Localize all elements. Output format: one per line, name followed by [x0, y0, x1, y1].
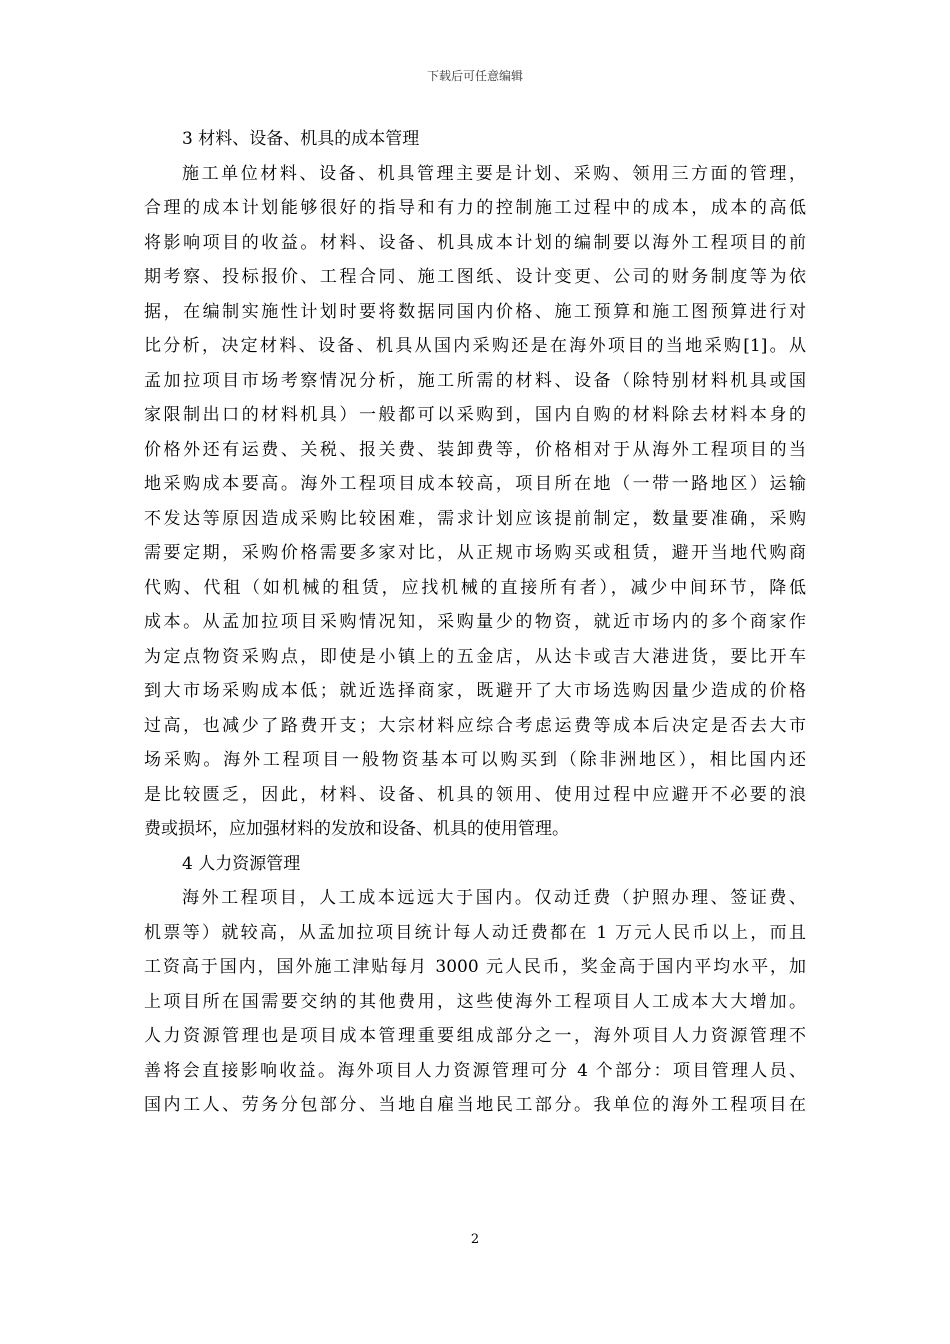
text-line: 场采购。海外工程项目一般物资基本可以购买到（除非洲地区），相比国内还: [144, 750, 806, 770]
text-line: 成本。从孟加拉项目采购情况知，采购量少的物资，就近市场内的多个商家作: [144, 612, 806, 632]
section-heading-human-resources: 4 人力资源管理: [182, 853, 301, 874]
text-line: 期考察、投标报价、工程合同、施工图纸、设计变更、公司的财务制度等为依: [144, 267, 806, 287]
paragraph-materials: [144, 157, 806, 847]
page-number: 2: [470, 1232, 480, 1247]
text-line: 是比较匮乏，因此，材料、设备、机具的领用、使用过程中应避开不必要的浪: [144, 784, 806, 805]
text-line: 家限制出口的材料机具）一般都可以采购到，国内自购的材料除去材料本身的: [144, 405, 806, 425]
running-header: 下载后可任意编辑: [426, 69, 523, 83]
text-line: 善将会直接影响收益。海外项目人力资源管理可分 4 个部分：项目管理人员、: [144, 1060, 806, 1081]
text-line: 人力资源管理也是项目成本管理重要组成部分之一，海外项目人力资源管理不: [144, 1026, 806, 1046]
text-line: 合理的成本计划能够很好的指导和有力的控制施工过程中的成本，成本的高低: [144, 198, 806, 218]
text-line: 上项目所在国需要交纳的其他费用，这些使海外工程项目人工成本大大增加。: [144, 991, 806, 1012]
text-line: 不发达等原因造成采购比较困难，需求计划应该提前制定，数量要准确，采购: [144, 508, 806, 529]
text-line: 代购、代租（如机械的租赁，应找机械的直接所有者），减少中间环节，降低: [144, 577, 806, 598]
section-heading-materials: 3 材料、设备、机具的成本管理: [182, 129, 420, 149]
text-line: 过高，也减少了路费开支；大宗材料应综合考虑运费等成本后决定是否去大市: [144, 715, 806, 736]
text-line: 费或损坏，应加强材料的发放和设备、机具的使用管理。: [144, 819, 569, 839]
text-line: 将影响项目的收益。材料、设备、机具成本计划的编制要以海外工程项目的前: [144, 232, 806, 253]
text-line: 据，在编制实施性计划时要将数据同国内价格、施工预算和施工图预算进行对: [144, 301, 806, 322]
text-line: 施工单位材料、设备、机具管理主要是计划、采购、领用三方面的管理，: [182, 163, 806, 184]
text-line: 到大市场采购成本低；就近选择商家，既避开了大市场选购因量少造成的价格: [144, 681, 806, 701]
text-line: 海外工程项目，人工成本远远大于国内。仅动迁费（护照办理、签证费、: [182, 888, 806, 908]
text-line: 价格外还有运费、关税、报关费、装卸费等，价格相对于从海外工程项目的当: [144, 439, 806, 460]
text-line: 工资高于国内，国外施工津贴每月 3000 元人民币，奖金高于国内平均水平，加: [144, 957, 806, 977]
text-line: 为定点物资采购点，即使是小镇上的五金店，从达卡或吉大港进货，要比开车: [144, 646, 806, 667]
paragraph-human-resources: [144, 881, 806, 1123]
body-content: [144, 122, 806, 1123]
text-line: 机票等）就较高，从孟加拉项目统计每人动迁费都在 1 万元人民币以上，而且: [144, 922, 806, 943]
text-line: 需要定期，采购价格需要多家对比，从正规市场购买或租赁，避开当地代购商: [144, 543, 806, 563]
text-line: 比分析，决定材料、设备、机具从国内采购还是在海外项目的当地采购[1]。从: [144, 336, 806, 356]
text-line: 国内工人、劳务分包部分、当地自雇当地民工部分。我单位的海外工程项目在: [144, 1095, 806, 1115]
text-line: 地采购成本要高。海外工程项目成本较高，项目所在地（一带一路地区）运输: [144, 474, 806, 494]
text-line: 孟加拉项目市场考察情况分析，施工所需的材料、设备（除特别材料机具或国: [144, 370, 806, 391]
